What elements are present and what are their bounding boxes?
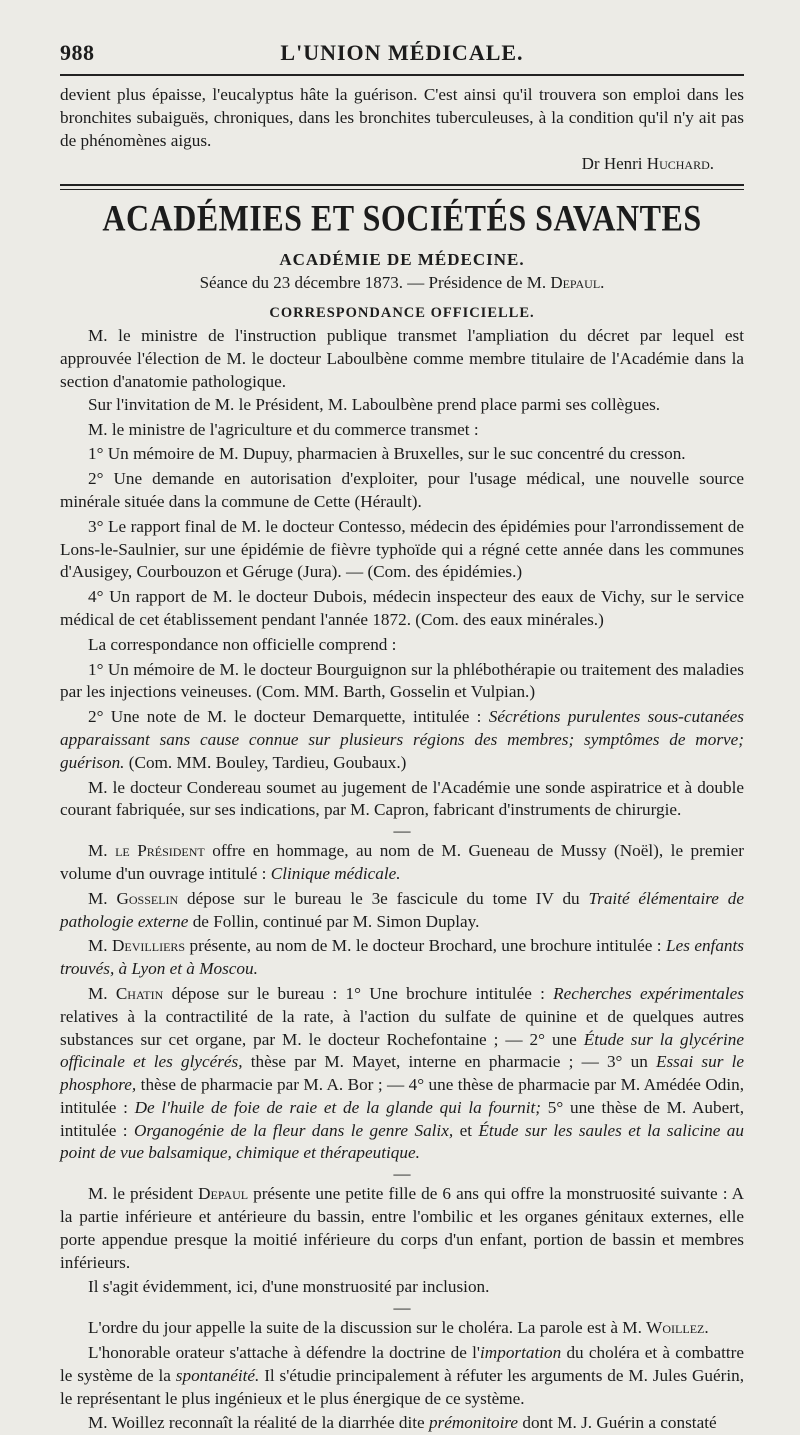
paragraph: 2° Une note de M. le docteur Demarquette, intitulée : Sécrétions purulentes sous-cutanées apparaissant sans cause connue sur plusieurs régions des membres; symptômes de morve; guérison. (Com. MM. Bouley, Tardieu, Goubaux.) bbox=[60, 707, 744, 772]
section-rule-bottom bbox=[60, 189, 744, 190]
header-rule bbox=[60, 74, 744, 76]
paragraph: 4° Un rapport de M. le docteur Dubois, médecin inspecteur des eaux de Vichy, sur le service médical de cet établissement pendant l'année 1872. (Com. des eaux minérales.) bbox=[60, 587, 744, 629]
paragraph: 3° Le rapport final de M. le docteur Contesso, médecin des épidémies pour l'arrondissement de Lons-le-Saulnier, sur une épidémie de fièvre typhoïde qui a régné cette année dans les communes d'Ausigey, Courbouzon et Géruge (Jura). — (Com. des épidémies.) bbox=[60, 516, 744, 582]
paragraph: M. le Président offre en hommage, au nom de M. Gueneau de Mussy (Noël), le premier volume d'un ouvrage intitulé : Clinique médicale. bbox=[60, 841, 744, 883]
intro-paragraph: devient plus épaisse, l'eucalyptus hâte la guérison. C'est ainsi qu'il trouvera son emploi dans les bronchites subaiguës, chroniques, dans les bronchites tuberculeuses, à la condition qu'il n'y ait pas de phénomènes aigus. bbox=[60, 85, 744, 150]
separator: — bbox=[393, 821, 411, 841]
signature-name: Huchard. bbox=[646, 154, 714, 174]
session-line: Séance du 23 décembre 1873. — Présidence de M. Depaul. bbox=[199, 273, 605, 293]
academy-heading: ACADÉMIE DE MÉDECINE. bbox=[279, 250, 525, 270]
paragraph: M. le docteur Condereau soumet au jugement de l'Académie une sonde aspiratrice et à double courant fabriquée, sur ses indications, par M. Capron, fabricant d'instruments de chirurgie. bbox=[60, 777, 744, 820]
separator: — bbox=[393, 1164, 411, 1184]
paragraph: M. le ministre de l'agriculture et du commerce transmet : bbox=[88, 419, 479, 439]
paragraph: La correspondance non officielle comprend : bbox=[88, 634, 397, 654]
paragraph: 1° Un mémoire de M. Dupuy, pharmacien à Bruxelles, sur le suc concentré du cresson. bbox=[88, 444, 686, 464]
paragraph: 2° Une demande en autorisation d'exploiter, pour l'usage médical, une nouvelle source minérale située dans la commune de Cette (Hérault). bbox=[60, 469, 744, 511]
session-president: Depaul. bbox=[550, 273, 605, 293]
section-rule-top bbox=[60, 184, 744, 186]
running-header bbox=[60, 36, 744, 72]
signature: Dr Henri Huchard. bbox=[581, 154, 714, 174]
page-number: 988 bbox=[60, 40, 95, 65]
paragraph: M. Woillez reconnaît la réalité de la diarrhée dite prémonitoire dont M. J. Guérin a constaté bbox=[88, 1413, 717, 1433]
section-title: ACADÉMIES ET SOCIÉTÉS SAVANTES bbox=[102, 197, 702, 240]
correspondence-heading: CORRESPONDANCE OFFICIELLE. bbox=[269, 305, 535, 322]
paragraph: Il s'agit évidemment, ici, d'une monstruosité par inclusion. bbox=[88, 1277, 490, 1297]
separator: — bbox=[393, 1298, 411, 1318]
paragraph: M. le ministre de l'instruction publique transmet l'ampliation du décret par lequel est approuvée l'élection de M. le docteur Laboulbène comme membre titulaire de l'Académie dans la section d'anatomie pathologique. bbox=[60, 326, 744, 391]
paragraph: M. Devilliers présente, au nom de M. le docteur Brochard, une brochure intitulée : Les enfants trouvés, à Lyon et à Moscou. bbox=[60, 936, 744, 979]
paragraph: L'ordre du jour appelle la suite de la discussion sur le choléra. La parole est à M. Woillez. bbox=[88, 1318, 709, 1338]
paragraph: M. le président Depaul présente une petite fille de 6 ans qui offre la monstruosité suivante : A la partie inférieure et antérieure du bassin, entre l'ombilic et les organes génitaux externes, elle porte appendue presque la moitié inférieure du corps d'un enfant, portion de bassin et membres inférieurs. bbox=[60, 1184, 744, 1272]
paragraph: Sur l'invitation de M. le Président, M. Laboulbène prend place parmi ses collègues. bbox=[88, 394, 661, 414]
paragraph: L'honorable orateur s'attache à défendre la doctrine de l'importation du choléra et à combattre le système de la spontanéité. Il s'étudie principalement à réfuter les arguments de M. Jules Guérin, le représentant le plus ingénieux et le plus énergique de ce système. bbox=[60, 1343, 745, 1408]
journal-title: L'UNION MÉDICALE. bbox=[280, 40, 524, 65]
paragraph: M. Gosselin dépose sur le bureau le 3e fascicule du tome IV du Traité élémentaire de pathologie externe de Follin, continué par M. Simon Duplay. bbox=[60, 888, 744, 931]
paragraph: 1° Un mémoire de M. le docteur Bourguignon sur la phlébothérapie ou traitement des maladies par les injections veineuses. (Com. MM. Barth, Gosselin et Vulpian.) bbox=[60, 659, 744, 702]
paragraph: M. Chatin dépose sur le bureau : 1° Une brochure intitulée : Recherches expérimentales relatives à la contractilité de la rate, à l'action du sulfate de quinine et de quelques autres substances sur cet organe, par M. le docteur Rochefontaine ; — 2° une Étude sur la glycérine officinale et les glycérés, thèse par M. Mayet, interne en pharmacie ; — 3° un Essai sur le phosphore, thèse de pharmacie par M. A. Bor ; — 4° une thèse de pharmacie par M. Amédée Odin, intitulée : De l'huile de foie de raie et de la glande qui la fournit; 5° une thèse de M. Aubert, intitulée : Organogénie de la fleur dans le genre Salix, et Étude sur les saules et la salicine au point de vue balsamique, chimique et thérapeutique. bbox=[60, 983, 744, 1163]
